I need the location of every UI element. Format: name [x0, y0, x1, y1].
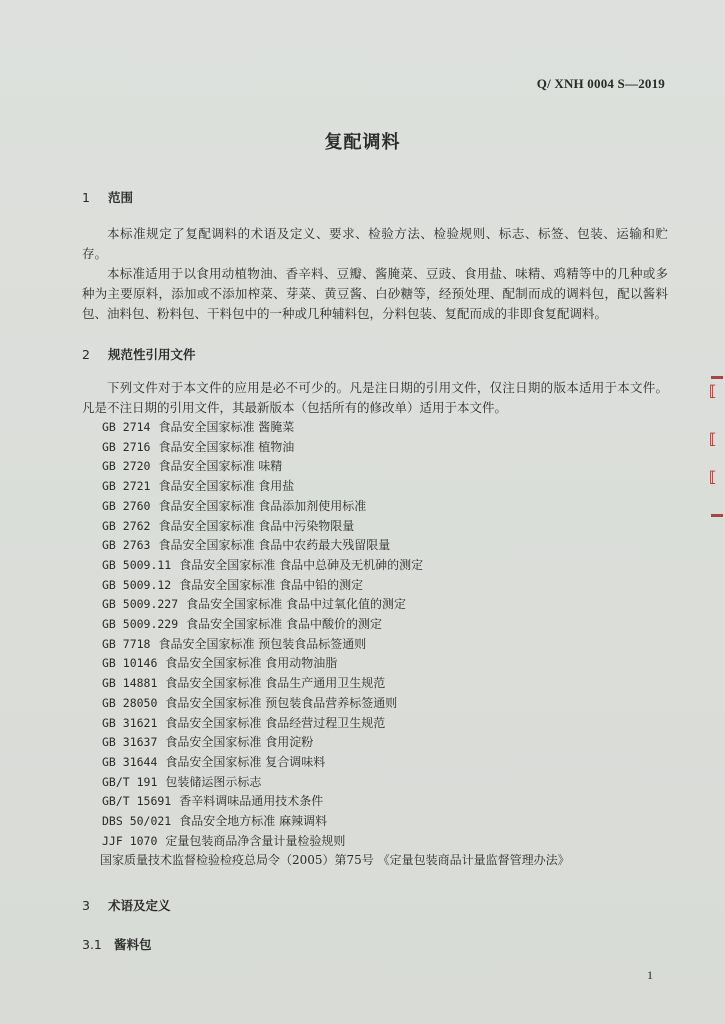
reference-item: [102, 418, 682, 438]
reference-item: [102, 457, 682, 477]
reference-item: [102, 635, 682, 655]
reference-title: 香辛料调味品通用技术条件: [179, 794, 324, 809]
reference-code: GB 2714: [102, 420, 151, 434]
reference-title: 食品安全国家标准 食品中过氧化值的测定: [186, 597, 406, 612]
reference-code: GB 5009.229: [102, 617, 179, 632]
reference-title: 食品安全国家标准 食品中酸价的测定: [186, 617, 382, 632]
reference-item: [102, 733, 682, 753]
section-number: 3: [82, 898, 90, 913]
reference-code: GB 14881: [102, 676, 158, 691]
reference-code: GB 2720: [102, 459, 151, 474]
subsection-title: 酱料包: [114, 937, 152, 952]
section-title: 术语及定义: [108, 898, 171, 913]
reference-item: [102, 595, 682, 615]
reference-title: 食品安全国家标准 预包装食品标签通则: [158, 636, 367, 651]
reference-item: [102, 438, 682, 458]
stamp-glyph: ⟦: [709, 468, 717, 486]
reference-title: 食品安全国家标准 食品中铅的测定: [179, 577, 364, 592]
reference-title: 食品安全国家标准 复合调味料: [165, 754, 326, 769]
reference-item: [102, 674, 682, 694]
reference-code: GB 5009.227: [102, 597, 179, 612]
reference-code: DBS 50/021: [102, 814, 172, 829]
reference-item: [100, 851, 682, 871]
reference-title: 食品安全国家标准 食品中总砷及无机砷的测定: [179, 557, 424, 572]
stamp-stroke: [711, 376, 723, 379]
reference-item: [102, 714, 682, 734]
reference-title: 食品安全国家标准 食品中污染物限量: [158, 518, 355, 533]
section-number: 1: [82, 190, 90, 205]
stamp-glyph: ⟦: [709, 382, 717, 400]
paragraph: 本标准规定了复配调料的术语及定义、要求、检验方法、检验规则、标志、标签、包装、运输和贮存。: [82, 226, 668, 261]
reference-item: [102, 517, 682, 537]
reference-title: 食品安全国家标准 食品中农药最大残留限量: [158, 538, 391, 553]
reference-code: GB 7718: [102, 636, 151, 651]
reference-title: 食品安全国家标准 食品生产通用卫生规范: [165, 676, 386, 691]
reference-item: [102, 615, 682, 635]
reference-item: [102, 477, 682, 497]
reference-code: JJF 1070: [102, 833, 158, 848]
reference-item: [102, 832, 682, 852]
reference-code: GB 5009.11: [102, 557, 172, 572]
reference-title: 国家质量技术监督检验检疫总局令（2005）第75号 《定量包装商品计量监督管理办法》: [100, 853, 570, 868]
reference-item: [102, 812, 682, 832]
reference-item: [102, 654, 682, 674]
reference-code: GB 2763: [102, 538, 151, 553]
reference-code: GB 28050: [102, 695, 158, 710]
reference-code: GB 31644: [102, 754, 158, 769]
reference-list: [102, 418, 682, 871]
reference-code: GB 31621: [102, 715, 158, 730]
reference-title: 食品安全国家标准 酱腌菜: [158, 420, 295, 434]
reference-code: GB 2762: [102, 518, 151, 533]
reference-code: GB/T 191: [102, 774, 158, 789]
reference-item: [102, 694, 682, 714]
reference-title: 食品安全国家标准 味精: [158, 459, 283, 474]
stamp-stroke: [711, 514, 723, 517]
reference-code: GB 2716: [102, 439, 151, 454]
reference-item: [102, 556, 682, 576]
reference-item: [102, 536, 682, 556]
reference-item: [102, 792, 682, 812]
paragraph: 下列文件对于本文件的应用是必不可少的。凡是注日期的引用文件，仅注日期的版本适用于本文件。凡是不注日期的引用文件，其最新版本（包括所有的修改单）适用于本文件。: [82, 380, 668, 415]
reference-item: [102, 497, 682, 517]
reference-title: 食品安全国家标准 食品添加剂使用标准: [158, 498, 367, 513]
reference-title: 食品安全国家标准 食用淀粉: [165, 735, 314, 750]
reference-code: GB 5009.12: [102, 577, 172, 592]
reference-title: 食品安全国家标准 食用盐: [158, 479, 295, 494]
section-title: 范围: [108, 190, 134, 205]
section-number: 2: [82, 347, 90, 362]
reference-item: [102, 576, 682, 596]
page-number: 1: [647, 968, 653, 982]
stamp-glyph: ⟦: [709, 430, 717, 448]
reference-title: 食品安全国家标准 植物油: [158, 439, 295, 454]
section-2-heading: [82, 345, 196, 363]
reference-code: GB 31637: [102, 735, 158, 750]
reference-title: 定量包装商品净含量计量检验规则: [165, 833, 346, 848]
section-title: 规范性引用文件: [108, 347, 196, 362]
reference-title: 食品安全国家标准 食用动物油脂: [165, 656, 338, 671]
subsection-number: 3.1: [82, 937, 102, 952]
seal-stamp-fragment: [709, 372, 725, 520]
standard-code: Q/ XNH 0004 S—2019: [536, 76, 665, 91]
section-3-heading: [82, 896, 171, 914]
document-title: 复配调料: [324, 132, 401, 153]
reference-title: 食品安全国家标准 预包装食品营养标签通则: [165, 695, 398, 710]
paragraph: 本标准适用于以食用动植物油、香辛料、豆瓣、酱腌菜、豆豉、食用盐、味精、鸡精等中的几种或多种为主要原料，添加或不添加榨菜、芽菜、黄豆酱、白砂糖等，经预处理、配制而成的调料包，配以酱料包、油料包、粉料包、干料包中的一种或几种辅料包，分料包装、复配而成的非即食复配调料。: [82, 266, 668, 321]
subsection-3-1-heading: [82, 935, 152, 953]
reference-title: 食品安全地方标准 麻辣调料: [179, 814, 328, 829]
reference-code: GB 2721: [102, 479, 151, 494]
reference-title: 包装储运图示标志: [165, 774, 262, 789]
reference-item: [102, 753, 682, 773]
section-1-heading: [82, 188, 133, 206]
reference-code: GB/T 15691: [102, 794, 172, 809]
reference-code: GB 2760: [102, 498, 151, 513]
reference-code: GB 10146: [102, 656, 158, 671]
reference-item: [102, 773, 682, 793]
reference-title: 食品安全国家标准 食品经营过程卫生规范: [165, 715, 386, 730]
